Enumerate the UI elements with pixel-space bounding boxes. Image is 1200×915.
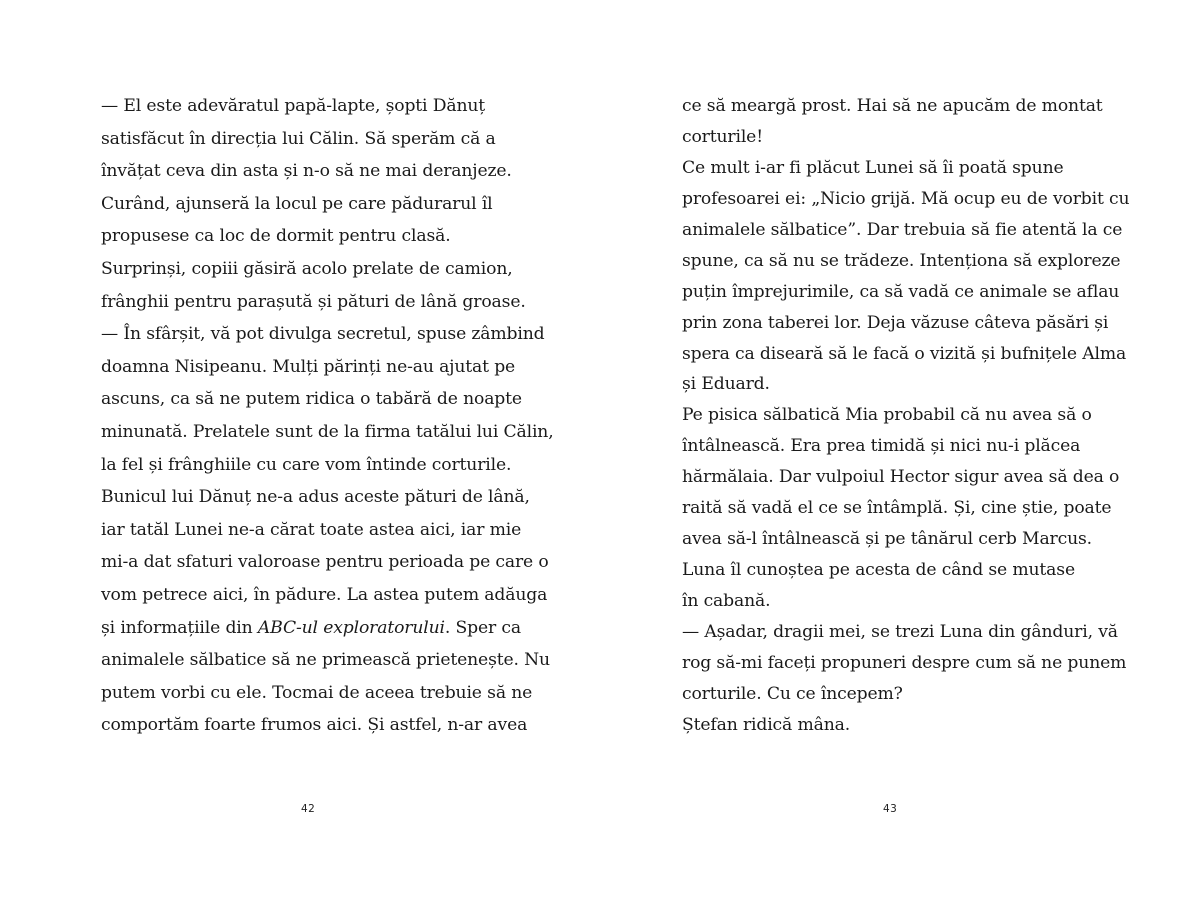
text-line: ascuns, ca să ne putem ridica o tabără de noapte [101,389,522,410]
text-line: în cabană. [682,591,771,611]
text-line: comportăm foarte frumos aici. Și astfel, n-ar avea [101,715,528,736]
text-line: profesoarei ei: „Nicio grijă. Mă ocup eu de vorbit cu [682,188,1130,209]
text-line: Surprinși, copiii găsiră acolo prelate de camion, [101,258,513,279]
text-line: avea să-l întâlnească și pe tânărul cerb Marcus. [682,529,1092,550]
text-segment: . Sper ca [444,617,521,638]
text-line: Curând, ajunseră la locul pe care pădurarul îl [101,193,493,214]
text-line: Ce mult i-ar fi plăcut Lunei să îi poată spune [682,157,1064,178]
page-number: 43 [883,803,898,815]
text-line: animalele sălbatice să ne primească prietenește. Nu [101,650,550,671]
text-line: la fel și frânghiile cu care vom întinde corturile. [101,454,512,475]
text-line: frânghii pentru parașută și pături de lână groase. [101,291,526,312]
text-line: animalele sălbatice”. Dar trebuia să fie atentă la ce [682,219,1123,240]
text-line-with-title [101,612,541,645]
text-line: — În sfârșit, vă pot divulga secretul, spuse zâmbind [101,324,545,345]
text-segment: și informațiile din [101,617,258,638]
text-line: corturile. Cu ce începem? [682,683,903,704]
text-line: corturile! [682,126,763,147]
text-line: hărmălaia. Dar vulpoiul Hector sigur avea să dea o [682,467,1120,488]
text-line: ce să meargă prost. Hai să ne apucăm de montat [682,96,1103,116]
text-line: — Așadar, dragii mei, se trezi Luna din gânduri, vă [682,621,1118,642]
right-page-text [682,91,1130,741]
left-page-text [101,90,554,742]
text-line: iar tatăl Lunei ne-a cărat toate astea aici, iar mie [101,519,522,540]
text-line: Luna îl cunoștea pe acesta de când se mutase [682,560,1075,581]
text-line: Ștefan ridică mâna. [682,714,851,735]
text-line: spera ca diseară să le facă o vizită și bufnițele Alma [682,343,1127,364]
text-line: spune, ca să nu se trădeze. Intenționa să exploreze [682,250,1121,271]
text-line: învățat ceva din asta și n-o să ne mai deranjeze. [101,161,512,182]
book-title-italic: ABC-ul exploratorului [257,617,445,638]
text-line: minunată. Prelatele sunt de la firma tatălui lui Călin, [101,421,554,442]
right-page [600,0,1200,915]
text-line: doamna Nisipeanu. Mulți părinți ne-au ajutat pe [101,356,516,377]
text-line: satisfăcut în direcția lui Călin. Să sperăm că a [101,128,496,149]
text-line: raită să vadă el ce se întâmplă. Și, cine știe, poate [682,498,1112,519]
text-line: propusese ca loc de dormit pentru clasă. [101,226,451,247]
text-line: prin zona taberei lor. Deja văzuse câteva păsări și [682,312,1109,333]
text-line: mi-a dat sfaturi valoroase pentru perioada pe care o [101,552,549,573]
text-line: Pe pisica sălbatică Mia probabil că nu avea să o [682,405,1092,426]
page-number: 42 [301,803,316,815]
text-line: întâlnească. Era prea timidă și nici nu-i plăcea [682,436,1081,457]
text-line: puțin împrejurimile, ca să vadă ce animale se aflau [682,281,1120,302]
text-line: Bunicul lui Dănuț ne-a adus aceste pături de lână, [101,487,530,508]
text-line: putem vorbi cu ele. Tocmai de aceea trebuie să ne [101,682,533,703]
text-line: — El este adevăratul papă-lapte, șopti Dănuț [101,96,486,116]
text-line: vom petrece aici, în pădure. La astea putem adăuga [101,584,548,605]
text-line: și Eduard. [682,374,770,395]
text-line: rog să-mi faceți propuneri despre cum să ne punem [682,652,1127,673]
